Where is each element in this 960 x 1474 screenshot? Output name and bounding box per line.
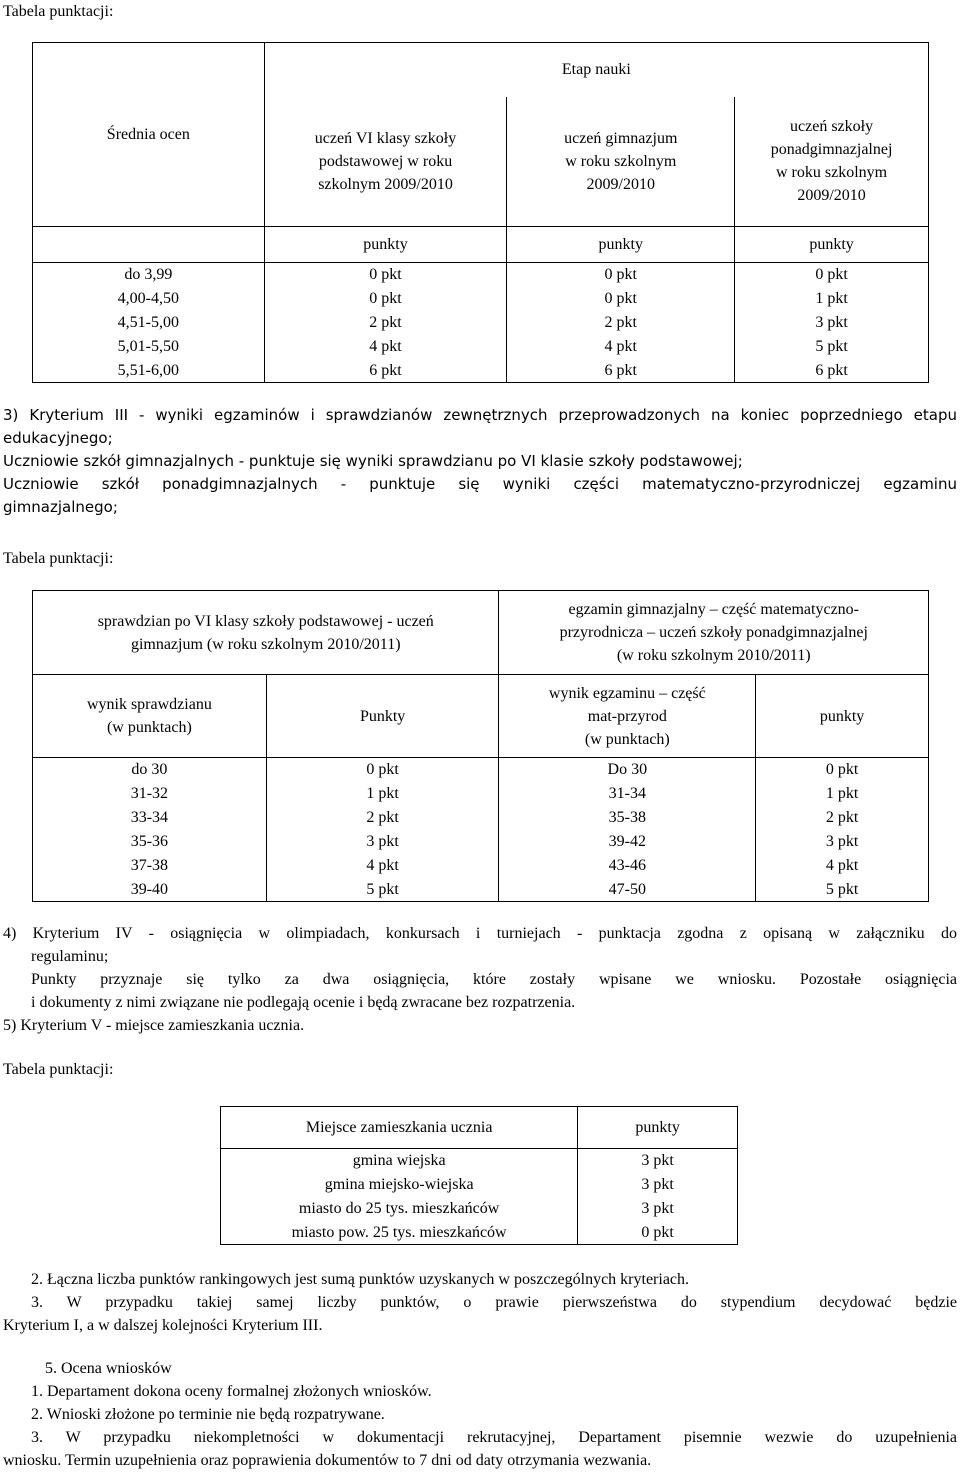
table-row: do 30 0 pkt Do 30 0 pkt (33, 758, 929, 782)
header-punkty-3: punkty (735, 227, 929, 263)
header-punkty: punkty (578, 1107, 738, 1149)
point-3-line2: Kryterium I, a w dalszej kolejności Kryterium III. (3, 1317, 323, 1334)
table-exam-results (32, 590, 929, 902)
header-egzamin: egzamin gimnazjalny – część matematyczno- przyrodnicza – uczeń szkoły ponadgimnazjalnej (w roku szkolnym 2010/2011) (499, 591, 929, 675)
header-etap: Etap nauki (264, 43, 928, 97)
table-row: do 3,99 0 pkt 0 pkt 0 pkt (33, 263, 929, 287)
table-row: 35-36 3 pkt 39-42 3 pkt (33, 830, 929, 854)
item-1: 1. Departament dokona oceny formalnej złożonych wniosków. (31, 1383, 432, 1400)
item-3-line2: wniosku. Termin uzupełnienia oraz poprawienia dokumentów to 7 dni od daty otrzymania wezwania. (3, 1452, 652, 1469)
header-punkty-b: punkty (756, 675, 929, 758)
criterion-3-text: 3) Kryterium III - wyniki egzaminów i sprawdzianów zewnętrznych przeprowadzonych na koniec poprzedniego etapu edukacyjnego; Uczniowie szkół gimnazjalnych - punktuje się wyniki sprawdzianu po VI klasie szkoły podstawowej; Uczniowie szkół ponadgimnazjalnych - punktuje się wyniki części matematyczno-przyrodniczej egzaminu gimnazjalnego; (3, 406, 957, 516)
header-miejsce: Miejsce zamieszkania ucznia (221, 1107, 578, 1149)
table-row: miasto pow. 25 tys. mieszkańców 0 pkt (221, 1221, 738, 1245)
header-col1: uczeń VI klasy szkoły podstawowej w roku szkolnym 2009/2010 (264, 97, 507, 227)
item-3-line1: 3. W przypadku niekompletności w dokumentacji rekrutacyjnej, Departament pisemnie wezwie do uzupełnienia (31, 1429, 957, 1446)
table-row: 37-38 4 pkt 43-46 4 pkt (33, 854, 929, 878)
table-row: 5,51-6,00 6 pkt 6 pkt 6 pkt (33, 359, 929, 383)
table-row: 4,00-4,50 0 pkt 0 pkt 1 pkt (33, 287, 929, 311)
table-label-1: Tabela punktacji: (3, 3, 114, 20)
table-row: 33-34 2 pkt 35-38 2 pkt (33, 806, 929, 830)
table-row: 5,01-5,50 4 pkt 4 pkt 5 pkt (33, 335, 929, 359)
header-punkty-1: punkty (264, 227, 507, 263)
table-row: gmina wiejska 3 pkt (221, 1149, 738, 1173)
header-punkty-2: punkty (507, 227, 735, 263)
header-sprawdzian: sprawdzian po VI klasy szkoły podstawowej - uczeń gimnazjum (w roku szkolnym 2010/2011) (33, 591, 499, 675)
table-row: 31-32 1 pkt 31-34 1 pkt (33, 782, 929, 806)
header-empty (33, 227, 265, 263)
table-average-grades (32, 42, 929, 383)
table-row: 4,51-5,00 2 pkt 2 pkt 3 pkt (33, 311, 929, 335)
criterion-4-text: 4) Kryterium IV - osiągnięcia w olimpiadach, konkursach i turniejach - punktacja zgodna z opisaną w załączniku do regulaminu; Punkty przyznaje się tylko za dwa osiągnięcia, które zostały wpisane we wniosku. Pozostałe osiągnięcia i dokumenty z nimi związane nie podlegają ocenie i będą zwracane bez rozpatrzenia. 5) Kryterium V - miejsce zamieszkania ucznia. (3, 925, 957, 1034)
section-5-heading: 5. Ocena wniosków (45, 1360, 172, 1377)
table-residence (220, 1106, 738, 1245)
header-average: Średnia ocen (33, 43, 265, 227)
point-2: 2. Łączna liczba punktów rankingowych jest sumą punktów uzyskanych w poszczególnych kryteriach. (31, 1271, 690, 1288)
table-row: 39-40 5 pkt 47-50 5 pkt (33, 878, 929, 902)
item-2: 2. Wnioski złożone po terminie nie będą rozpatrywane. (31, 1406, 385, 1423)
header-col2: uczeń gimnazjum w roku szkolnym 2009/2010 (507, 97, 735, 227)
header-col3: uczeń szkoły ponadgimnazjalnej w roku szkolnym 2009/2010 (735, 97, 929, 227)
table-label-3: Tabela punktacji: (3, 1061, 114, 1078)
header-wynik-sprawdzianu: wynik sprawdzianu (w punktach) (33, 675, 267, 758)
table-row: gmina miejsko-wiejska 3 pkt (221, 1173, 738, 1197)
table-label-2: Tabela punktacji: (3, 550, 114, 567)
header-punkty-a: Punkty (266, 675, 499, 758)
point-3-line1: 3. W przypadku takiej samej liczby punktów, o prawie pierwszeństwa do stypendium decydować będzie (31, 1294, 957, 1311)
final-section (3, 1268, 957, 1472)
table-row: miasto do 25 tys. mieszkańców 3 pkt (221, 1197, 738, 1221)
header-wynik-egzaminu: wynik egzaminu – część mat-przyrod (w punktach) (499, 675, 756, 758)
